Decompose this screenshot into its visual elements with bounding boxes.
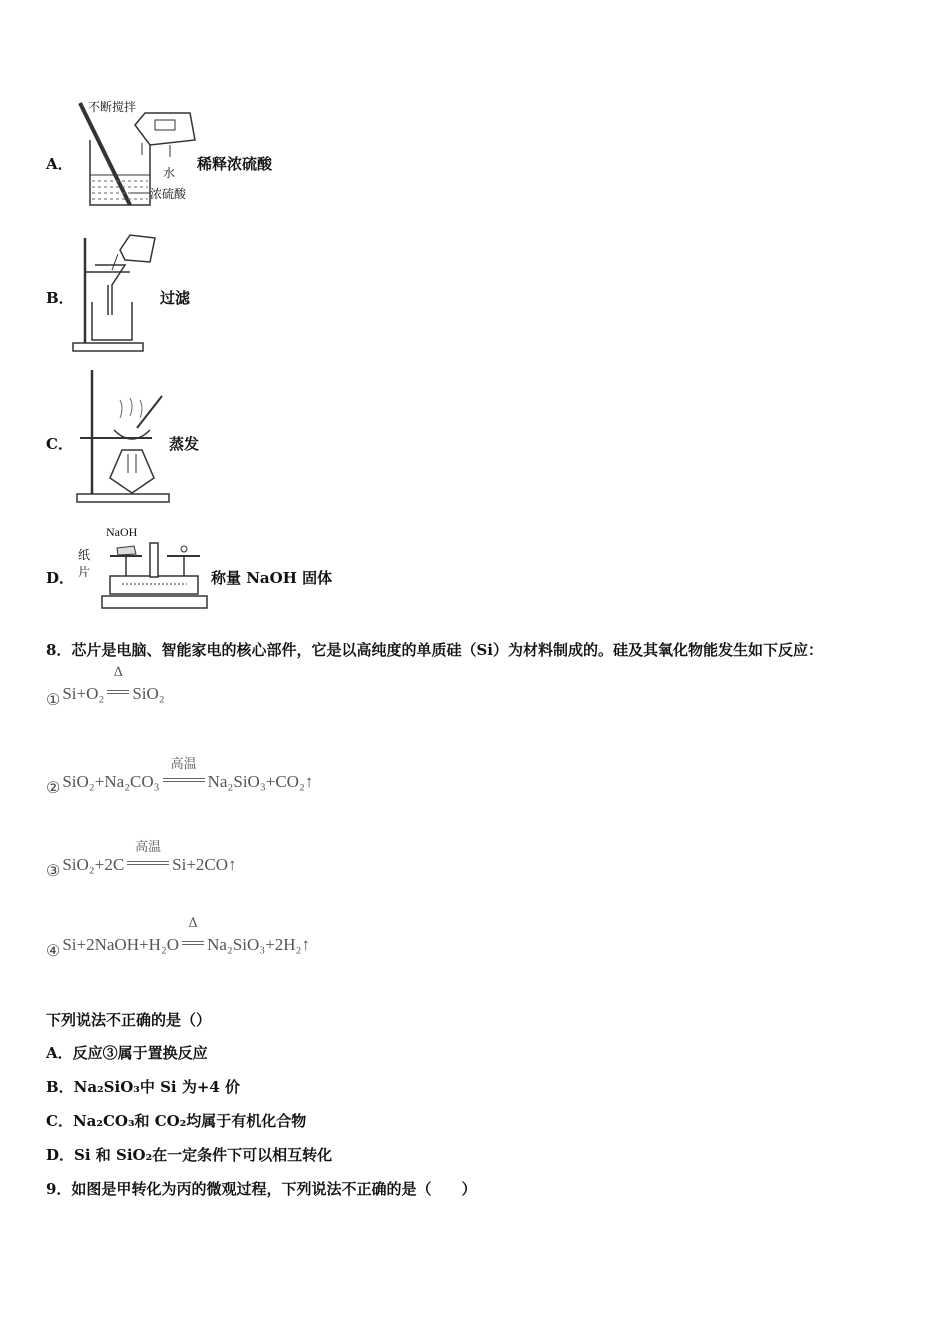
label-naoh: NaOH: [106, 525, 138, 539]
label-paper-1: 纸: [78, 548, 91, 562]
option-c-caption: 蒸发: [169, 435, 200, 453]
balance-apparatus-icon: [92, 538, 212, 613]
q8-choice-c: C．Na₂CO₃和 CO₂均属于有机化合物: [46, 1112, 307, 1130]
equation-3: [46, 840, 237, 881]
equation-1: [46, 665, 165, 710]
q9-stem: 9．如图是甲转化为丙的微观过程，下列说法不正确的是（ ）: [46, 1180, 477, 1198]
filtration-apparatus-icon: [70, 230, 165, 355]
option-b-letter: B．: [46, 289, 74, 307]
equation-condition: 高温: [135, 840, 162, 855]
q8-choice-a: A．反应③属于置换反应: [46, 1044, 208, 1062]
q8-choice-b: B．Na₂SiO₃中 Si 为+4 价: [46, 1078, 241, 1096]
equation-right: Na₂SiO₃+2H₂↑: [207, 935, 310, 954]
equation-condition: Δ: [188, 916, 198, 931]
option-a-caption: 稀释浓硫酸: [197, 155, 273, 173]
equation-left: SiO₂+Na₂CO₃: [62, 772, 160, 791]
option-c-letter: C．: [46, 435, 73, 453]
equation-number: ②: [46, 780, 61, 797]
label-water: 水: [163, 166, 176, 180]
label-paper-2: 片: [78, 565, 91, 579]
equation-condition: Δ: [113, 665, 123, 680]
equation-right: SiO₂: [132, 684, 165, 703]
q8-prompt: 下列说法不正确的是（）: [46, 1011, 212, 1029]
evaporation-apparatus-icon: [72, 368, 177, 508]
label-stir: 不断搅拌: [88, 100, 137, 114]
label-conc-acid: 浓硫酸: [150, 187, 187, 201]
q8-stem: 8．芯片是电脑、智能家电的核心部件，它是以高纯度的单质硅（Si）为材料制成的。硅及其氧化物能发生如下反应：: [46, 641, 823, 659]
equation-right: Na₂SiO₃+CO₂↑: [207, 772, 314, 791]
equation-2: [46, 757, 314, 798]
q8-choice-d: D．Si 和 SiO₂在一定条件下可以相互转化: [46, 1146, 333, 1164]
option-b-caption: 过滤: [160, 289, 191, 307]
equation-left: Si+2NaOH+H₂O: [62, 935, 180, 954]
equation-number: ③: [46, 863, 61, 880]
equation-number: ①: [46, 692, 61, 709]
option-d-letter: D．: [46, 569, 75, 587]
option-a-letter: A．: [46, 155, 73, 173]
option-d-caption: 称量 NaOH 固体: [211, 569, 333, 587]
equation-condition: 高温: [170, 757, 197, 772]
equation-left: Si+O₂: [62, 684, 105, 703]
equation-number: ④: [46, 943, 61, 960]
equation-right: Si+2CO↑: [172, 855, 237, 874]
equation-left: SiO₂+2C: [62, 855, 125, 874]
equation-4: [46, 916, 310, 961]
